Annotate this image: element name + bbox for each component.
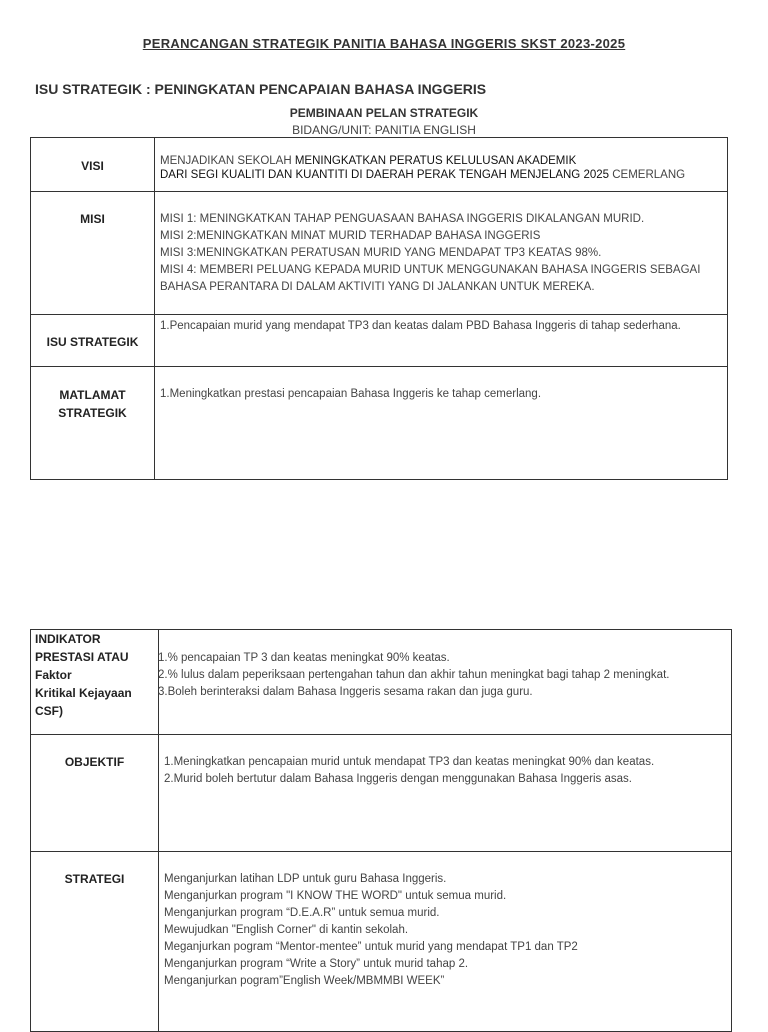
strategi-line: Meganjurkan pogram “Mentor-mentee” untuk murid yang mendapat TP1 dan TP2 (164, 941, 578, 953)
csf-label-line: PRESTASI ATAU (35, 650, 129, 664)
isu-strategik-row (31, 315, 728, 367)
matlamat-label-line: STRATEGIK (58, 406, 127, 420)
strategi-label: STRATEGI (31, 852, 159, 1032)
objektif-line: 1.Meningkatkan pencapaian murid untuk mendapat TP3 dan keatas meningkat 90% dan keatas. (164, 756, 655, 768)
strategi-line: Mewujudkan "English Corner" di kantin sekolah. (164, 924, 409, 936)
csf-label-line: INDIKATOR (35, 632, 101, 646)
matlamat-label (31, 367, 155, 480)
isu-strategik-text: 1.Pencapaian murid yang mendapat TP3 dan keatas dalam PBD Bahasa Inggeris di tahap sederhana. (160, 320, 681, 332)
section-title: PEMBINAAN PELAN STRATEGIK (289, 106, 479, 120)
unit-label: BIDANG/UNIT: PANITIA ENGLISH (292, 123, 476, 137)
misi-line: MISI 2:MENINGKATKAN MINAT MURID TERHADAP BAHASA INGGERIS (160, 230, 541, 242)
csf-label (31, 630, 159, 735)
misi-label: MISI (31, 192, 155, 315)
matlamat-text: 1.Meningkatkan prestasi pencapaian Bahasa Inggeris ke tahap cemerlang. (160, 388, 542, 400)
misi-line: BAHASA PERANTARA DI DALAM AKTIVITI YANG DI JALANKAN UNTUK MEREKA. (160, 281, 595, 293)
csf-content (159, 630, 732, 735)
visi-text-a: MENJADIKAN SEKOLAH (160, 155, 295, 167)
csf-item: 1.% pencapaian TP 3 dan keatas meningkat 90% keatas. (158, 652, 450, 664)
misi-line: MISI 3:MENINGKATKAN PERATUSAN MURID YANG MENDAPAT TP3 KEATAS 98%. (160, 247, 602, 259)
strategi-line: Menganjurkan program “Write a Story” untuk murid tahap 2. (164, 958, 469, 970)
strategic-plan-table-top (30, 137, 728, 480)
strategic-plan-table-bottom (30, 629, 732, 1032)
matlamat-content (155, 367, 728, 480)
objektif-label: OBJEKTIF (31, 735, 159, 852)
strategi-line: Menganjurkan program “D.E.A.R” untuk semua murid. (164, 907, 440, 919)
matlamat-row (31, 367, 728, 480)
csf-label-line: Kritikal Kejayaan (35, 686, 132, 700)
isu-strategik-content (155, 315, 728, 367)
csf-item: 2.% lulus dalam peperiksaan pertengahan tahun dan akhir tahun meningkat bagi tahap 2 meningkat. (158, 669, 670, 681)
strategi-line: Menganjurkan program "I KNOW THE WORD" untuk semua murid. (164, 890, 507, 902)
misi-content (155, 192, 728, 315)
visi-label: VISI (31, 138, 155, 192)
csf-row (31, 630, 732, 735)
visi-text-c: DARI SEGI KUALITI DAN KUANTITI DI DAERAH PERAK TENGAH MENJELANG 2025 (160, 169, 610, 181)
strategi-line: Menganjurkan latihan LDP untuk guru Bahasa Inggeris. (164, 873, 447, 885)
isu-strategik-heading: ISU STRATEGIK : PENINGKATAN PENCAPAIAN BAHASA INGGERIS (35, 81, 487, 97)
strategi-row (31, 852, 732, 1032)
visi-row (31, 138, 728, 192)
csf-label-line: CSF) (35, 704, 63, 718)
visi-content (155, 138, 728, 192)
csf-label-line: Faktor (35, 668, 72, 682)
visi-text-d: CEMERLANG (609, 169, 686, 181)
objektif-content (159, 735, 732, 852)
csf-item: 3.Boleh berinteraksi dalam Bahasa Inggeris sesama rakan dan juga guru. (158, 686, 533, 698)
isu-strategik-label: ISU STRATEGIK (31, 315, 155, 367)
visi-text-b: MENINGKATKAN PERATUS KELULUSAN AKADEMIK (294, 155, 577, 167)
document-title: PERANCANGAN STRATEGIK PANITIA BAHASA INGGERIS SKST 2023-2025 (142, 36, 626, 51)
csf-list (158, 650, 731, 701)
misi-line: MISI 1: MENINGKATKAN TAHAP PENGUASAAN BAHASA INGGERIS DIKALANGAN MURID. (160, 213, 645, 225)
strategi-line: Menganjurkan pogram”English Week/MBMMBI WEEK” (164, 975, 445, 987)
objektif-line: 2.Murid boleh bertutur dalam Bahasa Inggeris dengan menggunakan Bahasa Inggeris asas. (164, 773, 632, 785)
matlamat-label-line: MATLAMAT (59, 388, 126, 402)
misi-row (31, 192, 728, 315)
strategi-content (159, 852, 732, 1032)
misi-line: MISI 4: MEMBERI PELUANG KEPADA MURID UNTUK MENGGUNAKAN BAHASA INGGERIS SEBAGAI (160, 264, 701, 276)
objektif-row (31, 735, 732, 852)
